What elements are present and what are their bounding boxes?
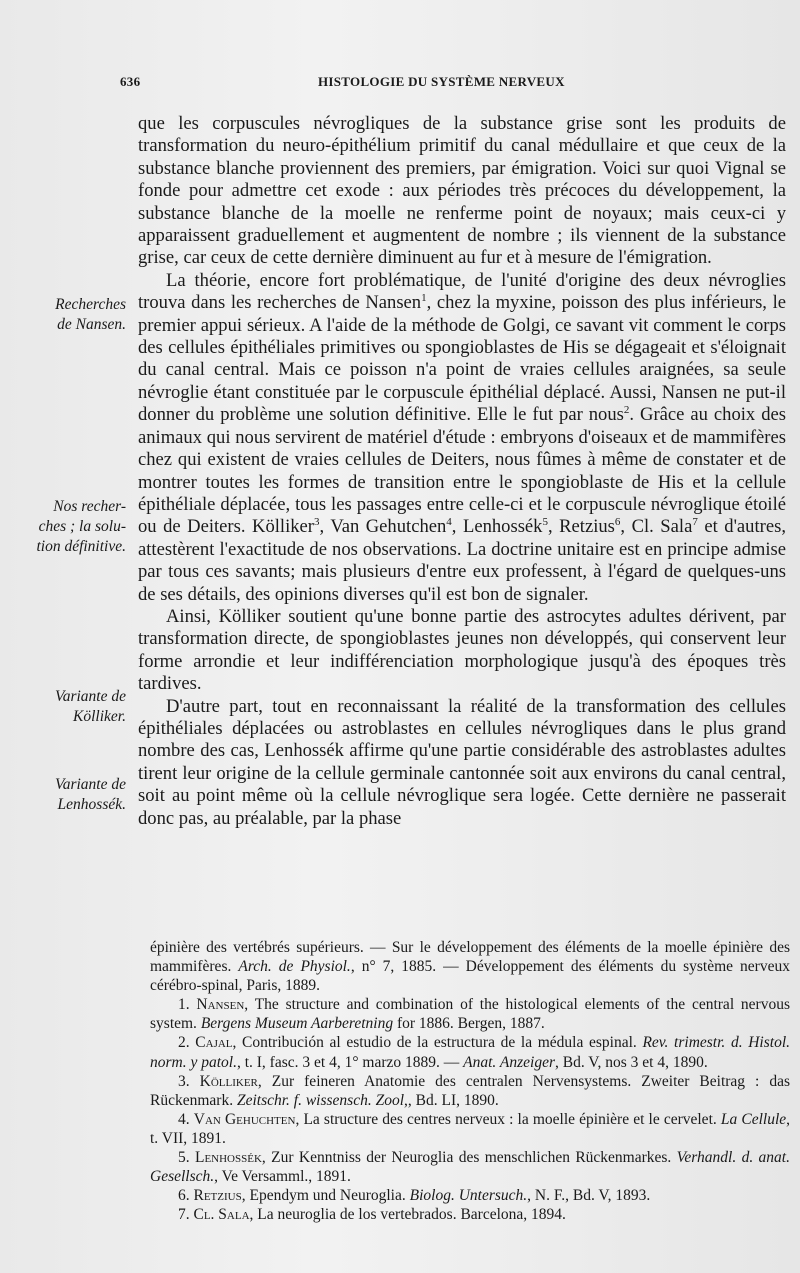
margin-note-recherches-nansen: Recherches de Nansen.: [55, 296, 126, 333]
footnote-3: 3. Kölliker, Zur feineren Anatomie des centralen Nervensystems. Zweiter Beitrag : das Rückenmark. Zeitschr. f. wissensch. Zool,, Bd. LI, 1890.: [150, 1072, 791, 1109]
body-text: [138, 113, 786, 830]
margin-note-variante-lenhossek: Variante de Lenhossék.: [54, 776, 126, 813]
running-title: HISTOLOGIE DU SYSTÈME NERVEUX: [318, 74, 565, 89]
footnote-6: 6. Retzius, Ependym und Neuroglia. Biolog. Untersuch., N. F., Bd. V, 1893.: [178, 1187, 651, 1205]
footnote-ref-7[interactable]: 7: [692, 516, 698, 529]
footnote-continuation: épinière des vertébrés supérieurs. — Sur le développement des éléments de la moelle épinière des mammifères. Arch. de Physiol., n° 7, 1885. — Développement des éléments du système nerveux cérébro-spinal, Paris, 1889.: [150, 939, 790, 995]
footnote-ref-3[interactable]: 3: [314, 516, 320, 529]
paragraph-kolliker: Ainsi, Kölliker soutient qu'une bonne partie des astrocytes adultes dérivent, par transformation directe, de spongioblastes jeunes non développés, qui conservent leur forme arrondie et leur indifférenciation morphologique jusqu'à des époques très tardives.: [138, 605, 786, 695]
paragraph-nansen-theory: La théorie, encore fort problématique, de l'unité d'origine des deux névroglies trouva dans les recherches de Nansen$^1$, chez la myxine, poisson des plus inférieurs, le premier appui sérieux. A l'aide de la méthode de Golgi, ce savant vit comment le corps des cellules épithéliales primitives ou spongioblastes de His se dégageait et s'éloignait du canal central. Mais ce poisson n'a point de vraies cellules araignées, sa seule névroglie étant constituée par le corpuscule épithélial déplacé. Aussi, Nansen ne put-il donner du problème une solution définitive. Elle le fut par nous$^2$. Grâce au choix des animaux qui nous servirent de matériel d'étude : embryons d'oiseaux et de mammifères chez qui existent de vraies cellules de Deiters, nous fûmes à même de constater et de montrer toutes les formes de transition entre le spongioblaste de His et la cellule épithéliale déplacée, tous les passages entre celle-ci et le corpuscule névroglique étoilé ou de Deiters. Kölliker$^3$, Van Gehutchen$^4$, Lenhossék$^5$, Retzius$^6$, Cl. Sala$^7$ et d'autres, attestèrent l'exactitude de nos observations. La doctrine unitaire est en principe admise par tous ces savants; mais plusieurs d'entre eux professent, à l'égard de quelques-uns de ses détails, des opinions diverses qu'il est bon de signaler.: [138, 269, 786, 605]
margin-note-nos-recherches: Nos recher- ches ; la solu- tion définitive.: [36, 498, 126, 555]
footnote-2: 2. Cajal, Contribución al estudio de la estructura de la médula espinal. Rev. trimestr. d. Histol. norm. y patol., t. I, fasc. 3 et 4, 1° marzo 1889. — Anat. Anzeiger, Bd. V, nos 3 et 4, 1890.: [150, 1034, 790, 1071]
page-number: 636: [120, 74, 141, 89]
footnote-ref-5[interactable]: 5: [542, 516, 548, 529]
footnote-4: 4. Van Gehuchten, La structure des centres nerveux : la moelle épinière et le cervelet. La Cellule, t. VII, 1891.: [150, 1110, 791, 1147]
footnote-ref-6[interactable]: 6: [614, 516, 621, 529]
margin-note-variante-kolliker: Variante de Kölliker.: [54, 688, 126, 725]
footnote-5: 5. Lenhossék, Zur Kenntniss der Neuroglia des menschlichen Rückenmarkes. Verhandl. d. anat. Gesellsch., Ve Versamml., 1891.: [150, 1149, 790, 1186]
footnote-1: 1. Nansen, The structure and combination of the histological elements of the central nervous system. Bergens Museum Aarberetning for 1886. Bergen, 1887.: [150, 996, 790, 1033]
footnotes: [150, 938, 790, 1224]
paragraph-lenhossek: D'autre part, tout en reconnaissant la réalité de la transformation des cellules épithéliales déplacées ou astroblastes en cellules névrogliques dans le plus grand nombre des cas, Lenhossék affirme qu'une partie considérable des astroblastes adultes tirent leur origine de la cellule germinale cantonnée soit aux environs du canal central, soit au point même où la cellule névroglique sera logée. Cette dernière ne passerait donc pas, au préalable, par la phase: [138, 695, 786, 829]
footnote-ref-2[interactable]: 2: [623, 404, 630, 417]
paragraph-vignal: que les corpuscules névrogliques de la substance grise sont les produits de transformation du neuro-épithélium primitif du canal médullaire et que ceux de la substance blanche proviennent des premiers, par émigration. Voici sur quoi Vignal se fonde pour admettre cet exode : aux périodes très précoces du développement, la substance blanche de la moelle ne renferme point de noyaux; mais ceux-ci y apparaissent graduellement et augmentent de nombre ; ils viennent de la substance grise, car ceux de cette dernière diminuent au fur et à mesure de l'émigration.: [138, 113, 786, 269]
footnote-7: 7. Cl. Sala, La neuroglia de los vertebrados. Barcelona, 1894.: [178, 1206, 566, 1224]
footnote-ref-4[interactable]: 4: [446, 516, 452, 529]
page-header: [0, 74, 800, 94]
footnote-ref-1[interactable]: 1: [421, 292, 427, 305]
